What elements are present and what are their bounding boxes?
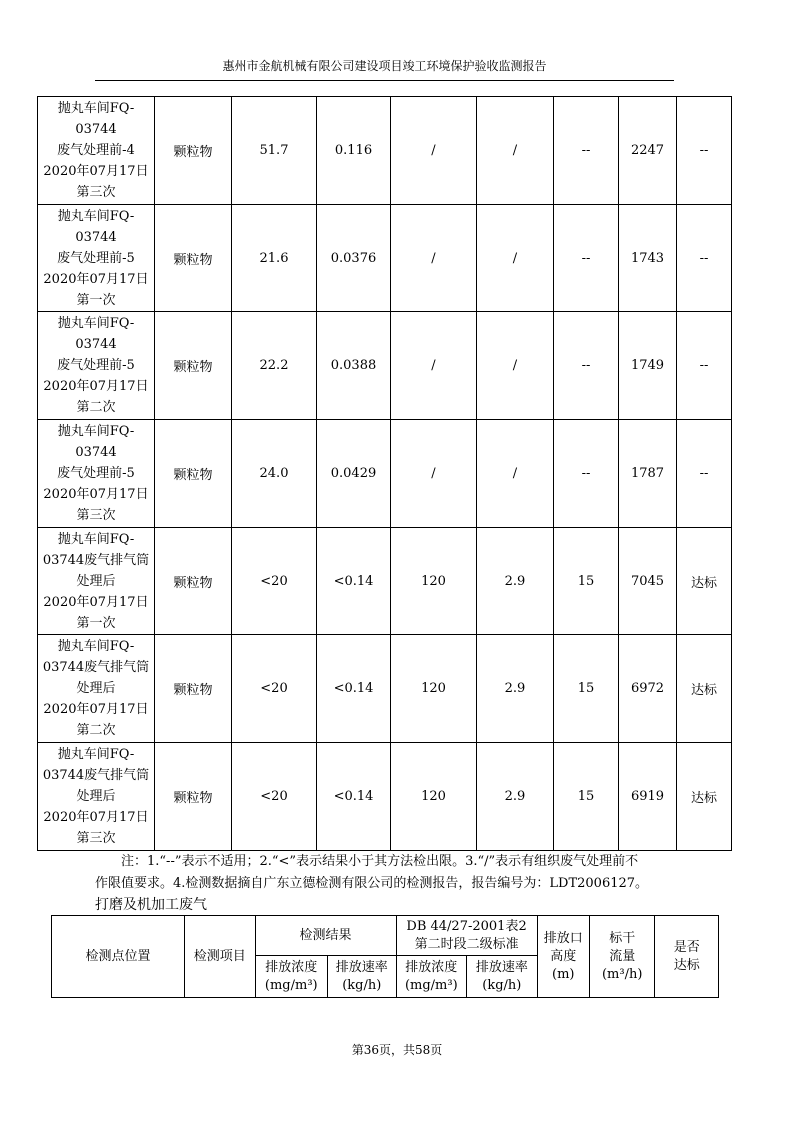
- emission-rate-cell: <0.14: [317, 527, 391, 635]
- location-line: 废气处理前-5: [57, 358, 135, 374]
- flow-cell: 1749: [619, 312, 677, 420]
- location-line: 03744废气排气筒: [42, 660, 150, 676]
- rate-label: 排放速率: [335, 959, 388, 975]
- location-line: 废气处理前-4: [57, 142, 135, 158]
- flow-cell: 6919: [619, 743, 677, 851]
- compliance-cell: 达标: [677, 527, 732, 635]
- compliance-cell: 达标: [677, 743, 732, 851]
- location-line: 03744: [75, 444, 117, 460]
- standard-concentration-cell: 120: [391, 635, 477, 743]
- compliance-line-1: 是否: [673, 939, 700, 955]
- concentration-cell: 21.6: [232, 204, 317, 312]
- standard-rate-cell: /: [477, 97, 554, 205]
- concentration-cell: 24.0: [232, 420, 317, 528]
- header-standard: [396, 916, 537, 956]
- location-line: 处理后: [76, 573, 116, 589]
- compliance-cell: --: [677, 312, 732, 420]
- standard-rate-cell: 2.9: [477, 743, 554, 851]
- location-cell: [38, 635, 155, 743]
- concentration-cell: <20: [232, 743, 317, 851]
- table-row: [38, 743, 732, 851]
- location-line: 第三次: [76, 184, 116, 200]
- table-row: [38, 204, 732, 312]
- standard-concentration-cell: /: [391, 204, 477, 312]
- outlet-height-cell: --: [554, 420, 619, 528]
- location-line: 03744: [75, 229, 117, 245]
- location-cell: [38, 420, 155, 528]
- flow-line-1: 标干: [609, 930, 636, 946]
- header-rule: [95, 80, 674, 81]
- location-line: 2020年07月17日: [43, 163, 149, 179]
- outlet-height-cell: 15: [554, 743, 619, 851]
- emission-rate-cell: 0.116: [317, 97, 391, 205]
- outlet-height-cell: 15: [554, 527, 619, 635]
- header-results: 检测结果: [255, 916, 396, 956]
- location-line: 2020年07月17日: [43, 702, 149, 718]
- flow-cell: 1787: [619, 420, 677, 528]
- note-line-1: 注：1.“--”表示不适用；2.“<”表示结果小于其方法检出限。3.“/”表示有组织废气处理前不: [121, 854, 639, 869]
- pollutant-cell: 颗粒物: [155, 312, 232, 420]
- flow-line-3: (m³/h): [601, 966, 643, 982]
- location-line: 抛丸车间FQ-: [57, 100, 135, 116]
- concentration-cell: <20: [232, 527, 317, 635]
- header-flow: [589, 916, 654, 998]
- pollutant-cell: 颗粒物: [155, 527, 232, 635]
- pollutant-cell: 颗粒物: [155, 743, 232, 851]
- location-line: 处理后: [76, 788, 116, 804]
- page-footer: 第36页，共58页: [351, 1043, 443, 1057]
- flow-line-2: 流量: [609, 948, 636, 964]
- emission-rate-cell: 0.0429: [317, 420, 391, 528]
- compliance-cell: --: [677, 420, 732, 528]
- location-line: 第一次: [76, 292, 116, 308]
- emission-results-table: [37, 96, 732, 851]
- table-row: [38, 420, 732, 528]
- location-line: 2020年07月17日: [43, 379, 149, 395]
- pollutant-cell: 颗粒物: [155, 635, 232, 743]
- section-title: 打磨及机加工废气: [95, 897, 207, 913]
- location-cell: [38, 743, 155, 851]
- std-conc-unit: (mg/m³): [404, 977, 458, 993]
- standard-concentration-cell: /: [391, 420, 477, 528]
- location-line: 抛丸车间FQ-: [57, 208, 135, 224]
- location-cell: [38, 312, 155, 420]
- flow-cell: 2247: [619, 97, 677, 205]
- rate-unit: (kg/h): [342, 977, 382, 993]
- location-line: 抛丸车间FQ-: [57, 423, 135, 439]
- location-line: 2020年07月17日: [43, 594, 149, 610]
- location-line: 2020年07月17日: [43, 271, 149, 287]
- header-location: 检测点位置: [52, 916, 185, 998]
- note-line-2: 作限值要求。4.检测数据摘自广东立德检测有限公司的检测报告，报告编号为：LDT2006127。: [95, 876, 649, 891]
- outlet-height-cell: --: [554, 312, 619, 420]
- compliance-cell: --: [677, 97, 732, 205]
- standard-rate-cell: /: [477, 312, 554, 420]
- header-height: [537, 916, 589, 998]
- standard-rate-cell: 2.9: [477, 527, 554, 635]
- location-line: 第三次: [76, 830, 116, 846]
- header-standard-rate: [467, 956, 538, 998]
- pollutant-cell: 颗粒物: [155, 204, 232, 312]
- location-line: 03744废气排气筒: [42, 552, 150, 568]
- location-line: 2020年07月17日: [43, 486, 149, 502]
- outlet-height-cell: 15: [554, 635, 619, 743]
- std-conc-label: 排放浓度: [405, 959, 458, 975]
- pollutant-cell: 颗粒物: [155, 420, 232, 528]
- location-line: 第一次: [76, 615, 116, 631]
- concentration-cell: 51.7: [232, 97, 317, 205]
- table-row: [38, 635, 732, 743]
- flow-cell: 7045: [619, 527, 677, 635]
- location-line: 03744: [75, 121, 117, 137]
- location-line: 03744废气排气筒: [42, 767, 150, 783]
- std-rate-label: 排放速率: [475, 959, 528, 975]
- conc-unit: (mg/m³): [264, 977, 318, 993]
- location-line: 抛丸车间FQ-: [57, 639, 135, 655]
- location-cell: [38, 97, 155, 205]
- std-rate-unit: (kg/h): [482, 977, 522, 993]
- pollutant-cell: 颗粒物: [155, 97, 232, 205]
- header-result-conc: [255, 956, 328, 998]
- location-line: 第三次: [76, 507, 116, 523]
- standard-concentration-cell: 120: [391, 527, 477, 635]
- location-line: 2020年07月17日: [43, 809, 149, 825]
- height-line-3: (m): [552, 966, 575, 982]
- location-line: 废气处理前-5: [57, 465, 135, 481]
- location-line: 抛丸车间FQ-: [57, 746, 135, 762]
- emission-rate-cell: 0.0388: [317, 312, 391, 420]
- emission-rate-cell: <0.14: [317, 743, 391, 851]
- header-item: 检测项目: [184, 916, 255, 998]
- table-row: [38, 97, 732, 205]
- standard-concentration-cell: 120: [391, 743, 477, 851]
- location-line: 废气处理前-5: [57, 250, 135, 266]
- standard-line-2: 第二时段二级标准: [414, 936, 519, 952]
- concentration-cell: 22.2: [232, 312, 317, 420]
- standard-line-1: DB 44/27-2001表2: [406, 918, 527, 934]
- header-result-rate: [328, 956, 397, 998]
- location-line: 第二次: [76, 723, 116, 739]
- conc-label: 排放浓度: [265, 959, 318, 975]
- standard-rate-cell: 2.9: [477, 635, 554, 743]
- table-row: [38, 527, 732, 635]
- location-line: 抛丸车间FQ-: [57, 316, 135, 332]
- header-compliance: [655, 916, 719, 998]
- flow-cell: 6972: [619, 635, 677, 743]
- compliance-cell: 达标: [677, 635, 732, 743]
- height-line-1: 排放口: [543, 930, 583, 946]
- location-cell: [38, 204, 155, 312]
- header-standard-conc: [396, 956, 467, 998]
- location-cell: [38, 527, 155, 635]
- standard-concentration-cell: /: [391, 97, 477, 205]
- emission-rate-cell: 0.0376: [317, 204, 391, 312]
- height-line-2: 高度: [550, 948, 577, 964]
- emission-rate-cell: <0.14: [317, 635, 391, 743]
- location-line: 03744: [75, 337, 117, 353]
- location-line: 抛丸车间FQ-: [57, 531, 135, 547]
- compliance-line-2: 达标: [673, 957, 700, 973]
- flow-cell: 1743: [619, 204, 677, 312]
- standard-rate-cell: /: [477, 204, 554, 312]
- table-row: [38, 312, 732, 420]
- compliance-cell: --: [677, 204, 732, 312]
- outlet-height-cell: --: [554, 204, 619, 312]
- location-line: 第二次: [76, 400, 116, 416]
- standard-concentration-cell: /: [391, 312, 477, 420]
- concentration-cell: <20: [232, 635, 317, 743]
- table-note: [95, 851, 695, 895]
- page-header: 惠州市金航机械有限公司建设项目竣工环境保护验收监测报告: [222, 59, 547, 73]
- location-line: 处理后: [76, 681, 116, 697]
- standard-rate-cell: /: [477, 420, 554, 528]
- outlet-height-cell: --: [554, 97, 619, 205]
- grinding-emission-table-header: [51, 915, 719, 998]
